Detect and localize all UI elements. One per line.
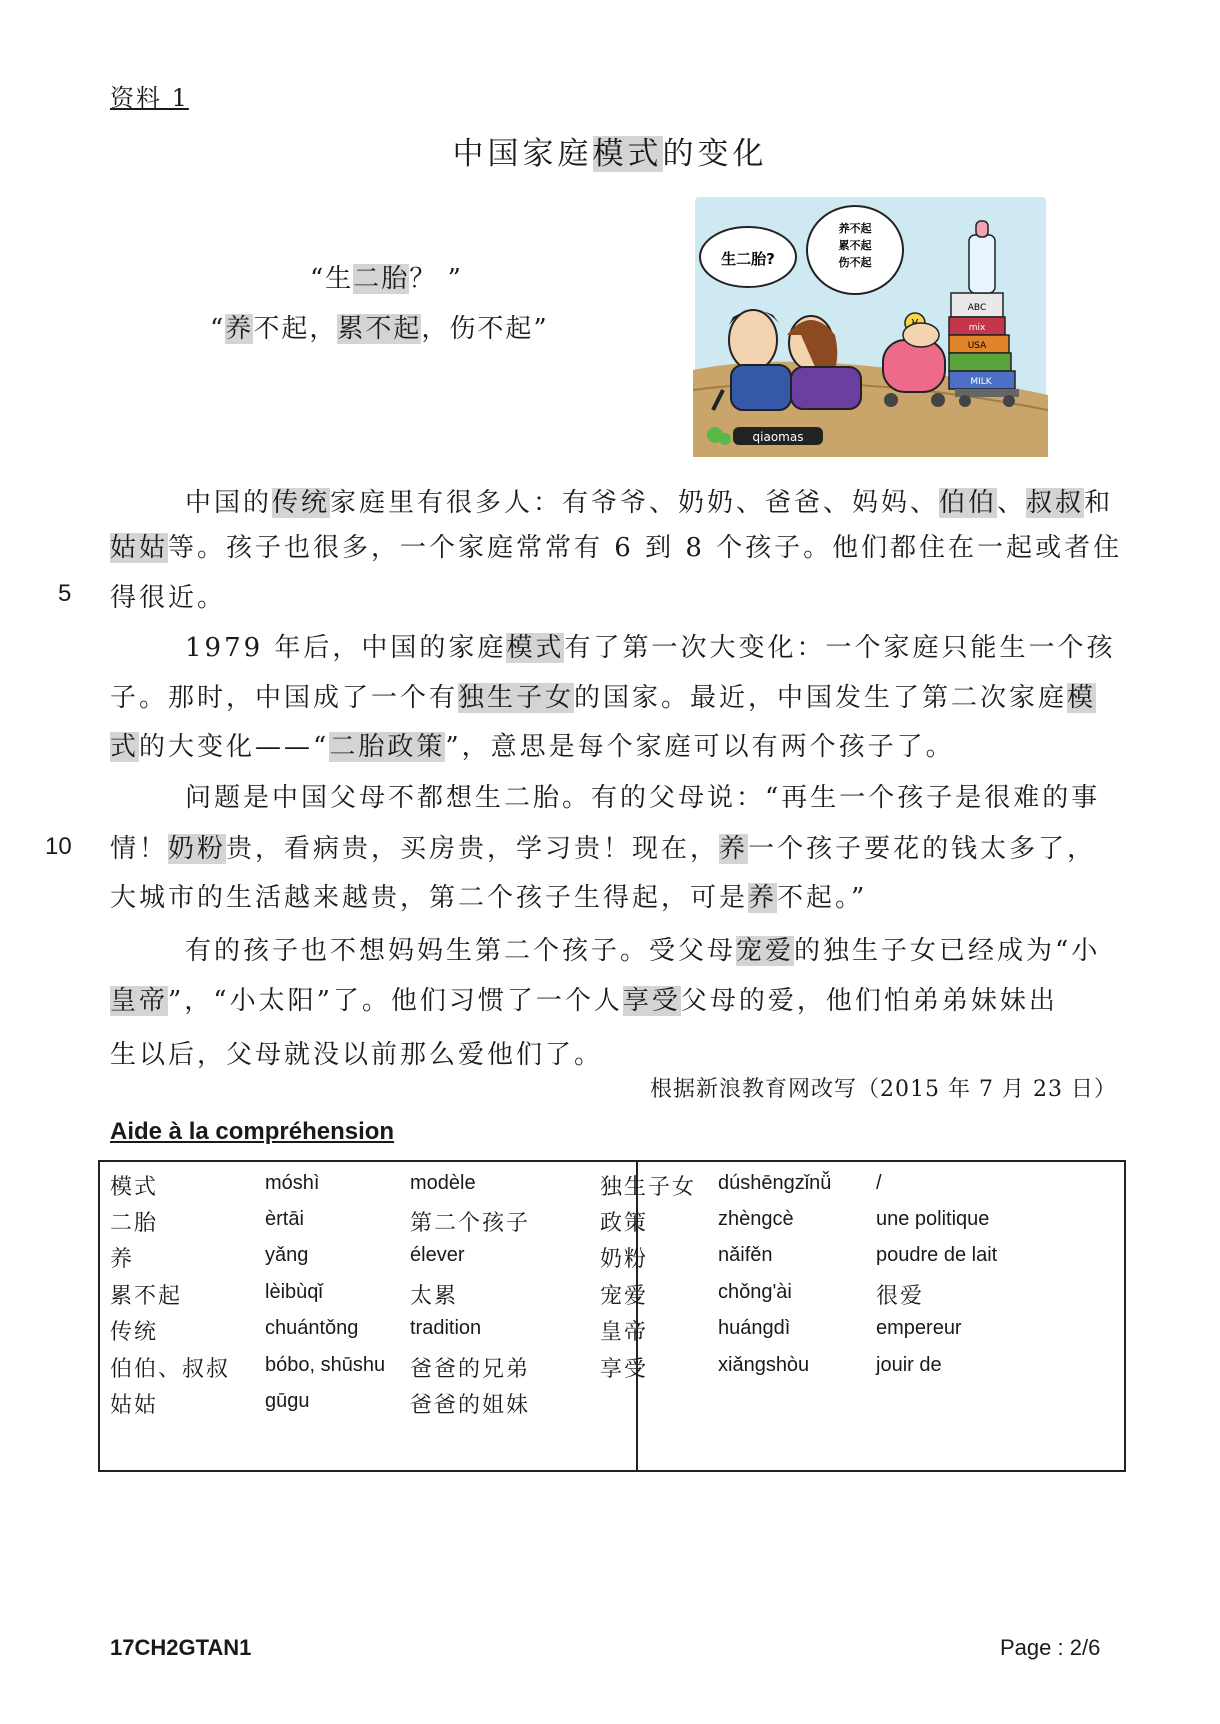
right-vocab-chinese: 独生子女 xyxy=(600,1175,697,1200)
quote-highlight: 二胎 xyxy=(353,264,410,294)
title-part: 中国家庭 xyxy=(452,136,593,172)
highlighted-word: 皇帝 xyxy=(110,986,169,1016)
cartoon-illustration xyxy=(693,195,1048,457)
left-vocab-chinese: 模式 xyxy=(110,1175,159,1200)
page-title xyxy=(0,128,1220,173)
left-vocab-meaning: tradition xyxy=(410,1317,482,1339)
left-vocab-pinyin: yǎng xyxy=(265,1244,309,1266)
paragraph-line xyxy=(110,877,867,914)
box-label: USA xyxy=(967,341,987,351)
title-highlight: 模式 xyxy=(592,136,663,172)
right-vocab-pinyin: zhèngcè xyxy=(718,1208,794,1230)
paragraph-line xyxy=(185,930,1100,967)
left-vocab-meaning: 太累 xyxy=(410,1284,459,1309)
right-vocab-meaning: poudre de lait xyxy=(876,1244,998,1266)
paragraph-line xyxy=(185,627,1115,664)
quote-line-2 xyxy=(210,308,549,345)
text-segment: 子。那时，中国成了一个有 xyxy=(110,683,459,713)
line-number: 5 xyxy=(58,580,72,607)
box-label: MILK xyxy=(970,377,992,387)
quote-text: “生 xyxy=(310,264,354,294)
left-vocab-chinese: 累不起 xyxy=(110,1284,183,1309)
right-vocab-chinese: 奶粉 xyxy=(600,1247,649,1272)
right-vocab-pinyin: nǎifěn xyxy=(718,1244,773,1266)
right-vocab-meaning: 很爱 xyxy=(876,1284,925,1309)
highlighted-word: 宠爱 xyxy=(736,936,795,966)
left-vocab-chinese: 二胎 xyxy=(110,1211,159,1236)
text-segment: 一个孩子要花的钱太多了， xyxy=(748,834,1097,864)
highlighted-word: 式 xyxy=(110,732,140,762)
text-segment: 家庭里有很多人：有爷爷、奶奶、爸爸、妈妈、 xyxy=(330,488,940,518)
highlighted-word: 享受 xyxy=(622,986,681,1016)
text-segment: 生以后，父母就没以前那么爱他们了。 xyxy=(110,1040,604,1070)
box-label: ABC xyxy=(967,303,987,313)
quote-line-1 xyxy=(310,258,463,295)
right-vocab-chinese: 皇帝 xyxy=(600,1320,649,1345)
right-vocab-pinyin: dúshēngzǐnǚ xyxy=(718,1172,832,1194)
text-segment: 问题是中国父母不都想生二胎。有的父母说：“再生一个孩子是很难的事 xyxy=(185,783,1101,813)
source-citation: 根据新浪教育网改写（2015 年 7 月 23 日） xyxy=(650,1077,1117,1102)
right-vocab-pinyin: xiǎngshòu xyxy=(718,1354,810,1376)
left-vocab-meaning: 爸爸的姐妹 xyxy=(410,1393,531,1418)
text-segment: 的大变化——“ xyxy=(139,732,330,762)
highlighted-word: 养 xyxy=(748,883,778,913)
highlighted-word: 伯伯 xyxy=(939,488,998,518)
paragraph-line xyxy=(185,482,1113,519)
right-vocab-pinyin: huángdì xyxy=(718,1317,791,1339)
text-segment: 等。孩子也很多，一个家庭常常有 6 到 8 个孩子。他们都住在一起或者住 xyxy=(168,533,1123,563)
highlighted-word: 传统 xyxy=(272,488,331,518)
left-vocab-meaning: élever xyxy=(410,1244,465,1266)
bubble-text-2a: 养不起 xyxy=(838,222,872,235)
watermark-text: qiaomas xyxy=(752,430,804,444)
text-segment: 父母的爱，他们怕弟弟妹妹出 xyxy=(680,986,1058,1016)
paragraph-line xyxy=(185,777,1100,814)
left-vocab-pinyin: èrtāi xyxy=(265,1208,304,1230)
left-vocab-pinyin: lèibùqǐ xyxy=(265,1281,323,1303)
quote-text: 不起， xyxy=(253,314,338,344)
right-vocab-meaning: empereur xyxy=(876,1317,962,1339)
paragraph-line xyxy=(110,1034,603,1071)
paragraph-line xyxy=(110,527,1122,564)
paragraph-line xyxy=(110,577,226,614)
bubble-text-2b: 累不起 xyxy=(838,239,872,252)
highlighted-word: 模 xyxy=(1067,683,1097,713)
text-segment: 情！ xyxy=(110,834,169,864)
left-vocab-pinyin: gūgu xyxy=(265,1390,310,1412)
bubble-text-2c: 伤不起 xyxy=(838,256,872,269)
text-segment: 1979 年后，中国的家庭 xyxy=(185,633,507,663)
left-vocab-chinese: 伯伯、叔叔 xyxy=(110,1357,231,1382)
text-segment: 的独生子女已经成为“小 xyxy=(794,936,1101,966)
highlighted-word: 二胎政策 xyxy=(329,732,446,762)
highlighted-word: 独生子女 xyxy=(458,683,575,713)
line-number: 10 xyxy=(45,833,72,860)
text-segment: 大城市的生活越来越贵，第二个孩子生得起，可是 xyxy=(110,883,749,913)
quote-highlight: 累不起 xyxy=(337,314,422,344)
paragraph-line xyxy=(110,828,1096,865)
paragraph-line xyxy=(110,726,955,763)
text-segment: 、 xyxy=(997,488,1027,518)
paragraph-line xyxy=(110,677,1096,714)
left-vocab-meaning: 爸爸的兄弟 xyxy=(410,1357,531,1382)
highlighted-word: 养 xyxy=(719,834,749,864)
right-vocab-meaning: / xyxy=(876,1172,882,1194)
right-vocab-chinese: 宠爱 xyxy=(600,1284,649,1309)
text-segment: ”，“小太阳”了。他们习惯了一个人 xyxy=(168,986,623,1016)
left-vocab-pinyin: chuántǒng xyxy=(265,1317,359,1339)
text-segment: 有了第一次大变化：一个家庭只能生一个孩 xyxy=(564,633,1116,663)
quote-text: ？ ” xyxy=(409,264,463,294)
vocabulary-table xyxy=(98,1160,1126,1472)
right-vocab-chinese: 享受 xyxy=(600,1357,649,1382)
text-segment: ”，意思是每个家庭可以有两个孩子了。 xyxy=(445,732,955,762)
text-segment: 和 xyxy=(1084,488,1114,518)
footer-page-number: Page : 2/6 xyxy=(1000,1635,1101,1660)
right-vocab-pinyin: chǒng'ài xyxy=(718,1281,792,1303)
left-vocab-chinese: 姑姑 xyxy=(110,1393,159,1418)
left-vocab-meaning: modèle xyxy=(410,1172,476,1194)
document-label: 资料 1 xyxy=(110,84,189,112)
highlighted-word: 模式 xyxy=(506,633,565,663)
left-vocab-pinyin: móshì xyxy=(265,1172,320,1194)
title-part: 的变化 xyxy=(662,136,768,172)
box-label: mix xyxy=(968,323,986,333)
text-segment: 有的孩子也不想妈妈生第二个孩子。受父母 xyxy=(185,936,737,966)
text-segment: 得很近。 xyxy=(110,583,227,613)
left-vocab-chinese: 养 xyxy=(110,1247,135,1272)
paragraph-line xyxy=(110,980,1058,1017)
bubble-text-1: 生二胎? xyxy=(721,250,775,268)
right-vocab-meaning: jouir de xyxy=(876,1354,942,1376)
highlighted-word: 叔叔 xyxy=(1026,488,1085,518)
highlighted-word: 奶粉 xyxy=(168,834,227,864)
text-segment: 不起。” xyxy=(777,883,868,913)
right-vocab-meaning: une politique xyxy=(876,1208,990,1230)
quote-text: “ xyxy=(210,314,226,344)
left-vocab-meaning: 第二个孩子 xyxy=(410,1211,531,1236)
left-vocab-chinese: 传统 xyxy=(110,1320,159,1345)
text-segment: 的国家。最近，中国发生了第二次家庭 xyxy=(574,683,1068,713)
text-segment: 中国的 xyxy=(185,488,273,518)
quote-highlight: 养 xyxy=(225,314,254,344)
text-segment: 贵，看病贵，买房贵，学习贵！现在， xyxy=(226,834,720,864)
left-vocab-pinyin: bóbo, shūshu xyxy=(265,1354,386,1376)
footer-code: 17CH2GTAN1 xyxy=(110,1635,252,1660)
right-vocab-chinese: 政策 xyxy=(600,1211,649,1236)
quote-text: ，伤不起” xyxy=(421,314,549,344)
highlighted-word: 姑姑 xyxy=(110,533,169,563)
comprehension-aid-title: Aide à la compréhension xyxy=(110,1118,395,1145)
